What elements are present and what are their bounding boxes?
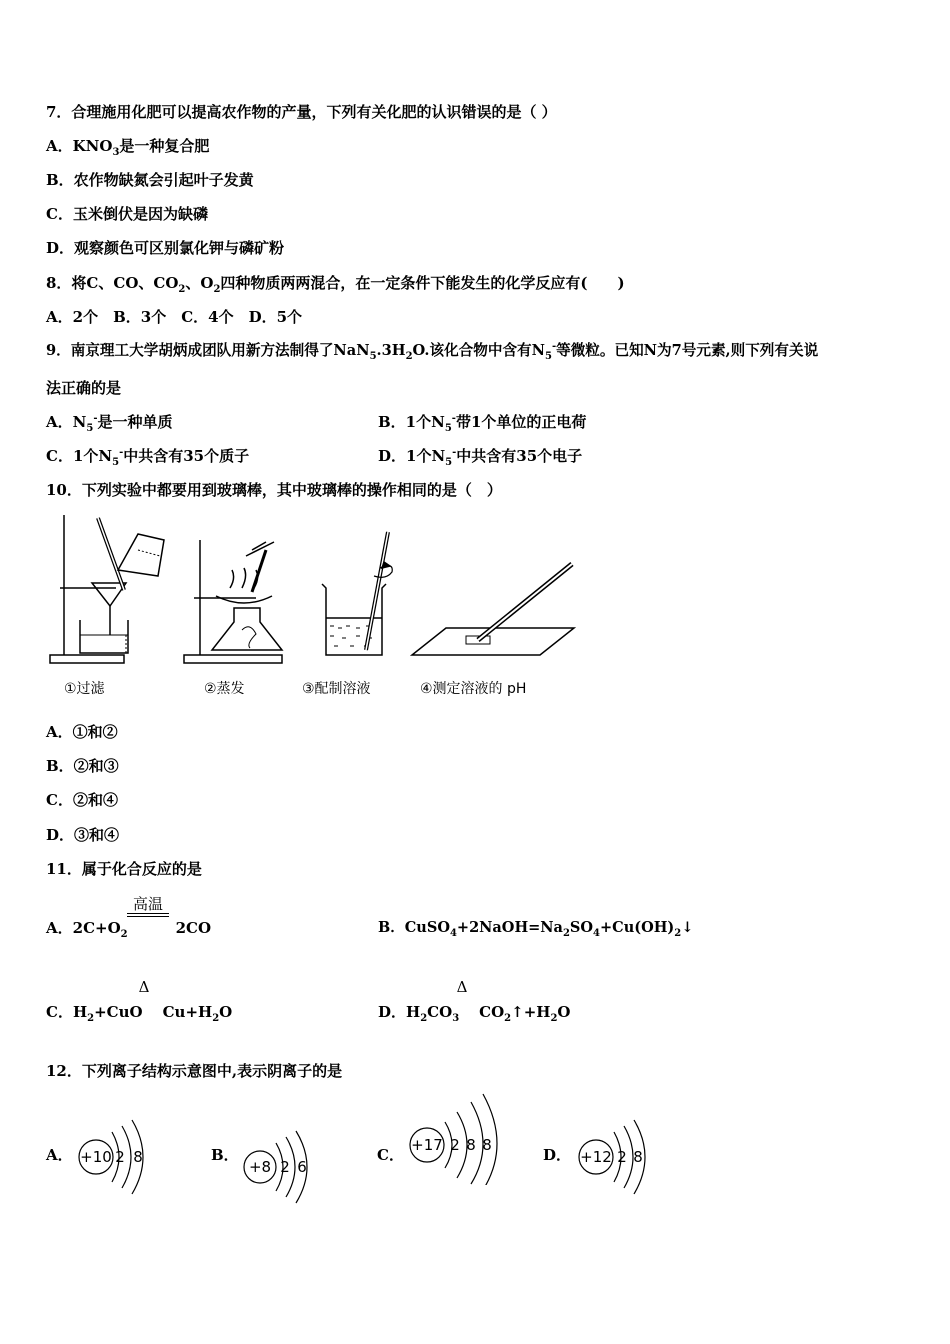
ion-d-shell-2: 8: [633, 1148, 643, 1166]
q11-option-c: C．$H_2+CuO$ $Cu+H_2O$: [46, 1003, 233, 1024]
q8-stem: 8．将C、CO、$CO_2$、$O_2$四种物质两两混合，在一定条件下能发生的化学反应有( ): [46, 274, 625, 295]
q11-d-condition: Δ: [456, 978, 468, 996]
ion-b-shell-1: 2: [280, 1158, 290, 1176]
ion-d-shell-1: 2: [617, 1148, 627, 1166]
evaporation-apparatus-icon: [184, 540, 282, 663]
q9-option-c: C．1个$N_5^-$中共含有35个质子: [46, 447, 250, 468]
q12-option-a-label: A．: [46, 1146, 73, 1164]
q12-option-b-label: B．: [211, 1146, 239, 1164]
q9-stem: 9．南京理工大学胡炳成团队用新方法制得了$NaN_5.3H_2O$.该化合物中含有$N_5^-$等微粒。已知N为7号元素,则下列有关说: [46, 341, 819, 362]
ion-diagram-d: [572, 1110, 662, 1200]
q10-option-d: D．③和④: [46, 826, 120, 844]
q7-option-b: B．农作物缺氮会引起叶子发黄: [46, 171, 254, 189]
q11-a-equals-top: [127, 913, 169, 914]
caption-filtration: ①过滤: [64, 681, 105, 697]
ion-diagram-c: [405, 1090, 515, 1185]
ion-c-shell-3: 8: [482, 1136, 492, 1154]
lab-apparatus-figure: [46, 510, 576, 670]
q11-option-d: D．$H_2CO_3$ $CO_2↑+H_2O$: [378, 1003, 571, 1024]
ion-c-nucleus: +17: [411, 1136, 443, 1154]
q7-option-a: A．$KNO_3$是一种复合肥: [46, 137, 210, 158]
q7-stem: 7．合理施用化肥可以提高农作物的产量，下列有关化肥的认识错误的是（ ）: [46, 103, 557, 121]
q11-a-equals-bottom: [127, 916, 169, 917]
q8-options: A．2个 B．3个 C．4个 D．5个: [46, 308, 303, 326]
q9-stem-line2: 法正确的是: [46, 379, 122, 397]
q12-option-d-label: D．: [543, 1146, 572, 1164]
caption-evaporation: ②蒸发: [204, 681, 245, 697]
q10-option-b: B．②和③: [46, 757, 119, 775]
q7-option-d: D．观察颜色可区别氯化钾与磷矿粉: [46, 239, 285, 257]
ion-a-nucleus: +10: [80, 1148, 112, 1166]
ion-a-shell-2: 8: [133, 1148, 143, 1166]
ion-d-nucleus: +12: [580, 1148, 612, 1166]
q11-option-b: B．$CuSO_4+2NaOH=Na_2SO_4+Cu(OH)_2↓$: [378, 919, 694, 939]
ion-c-shell-1: 2: [450, 1136, 460, 1154]
q10-option-c: C．②和④: [46, 791, 118, 809]
q11-a-condition: 高温: [132, 895, 163, 913]
q12-option-c-label: C．: [377, 1146, 404, 1164]
caption-ph: ④测定溶液的 pH: [420, 681, 527, 697]
q12-stem: 12．下列离子结构示意图中,表示阴离子的是: [46, 1062, 343, 1080]
ion-a-shell-1: 2: [115, 1148, 125, 1166]
q9-option-b: B．1个$N_5^-$带1个单位的正电荷: [378, 413, 587, 434]
q11-option-a: A．$2C+O_2$ 2CO: [46, 919, 212, 940]
dissolving-apparatus-icon: [322, 532, 392, 655]
caption-solution: ③配制溶液: [302, 681, 371, 697]
ion-b-nucleus: +8: [248, 1158, 272, 1176]
q10-option-a: A．①和②: [46, 723, 118, 741]
ph-test-apparatus-icon: [412, 564, 574, 655]
q11-c-condition: Δ: [138, 978, 150, 996]
q9-option-a: A．$N_5^-$是一种单质: [46, 413, 173, 434]
ion-b-shell-2: 6: [297, 1158, 307, 1176]
ion-diagram-b: [240, 1125, 330, 1210]
q7-option-c: C．玉米倒伏是因为缺磷: [46, 205, 208, 223]
q10-stem: 10．下列实验中都要用到玻璃棒，其中玻璃棒的操作相同的是（ ）: [46, 481, 502, 499]
ion-diagram-a: [70, 1110, 160, 1200]
filtration-apparatus-icon: [50, 515, 164, 663]
q11-stem: 11．属于化合反应的是: [46, 860, 202, 878]
q9-option-d: D．1个$N_5^-$中共含有35个电子: [378, 447, 583, 468]
ion-c-shell-2: 8: [466, 1136, 476, 1154]
